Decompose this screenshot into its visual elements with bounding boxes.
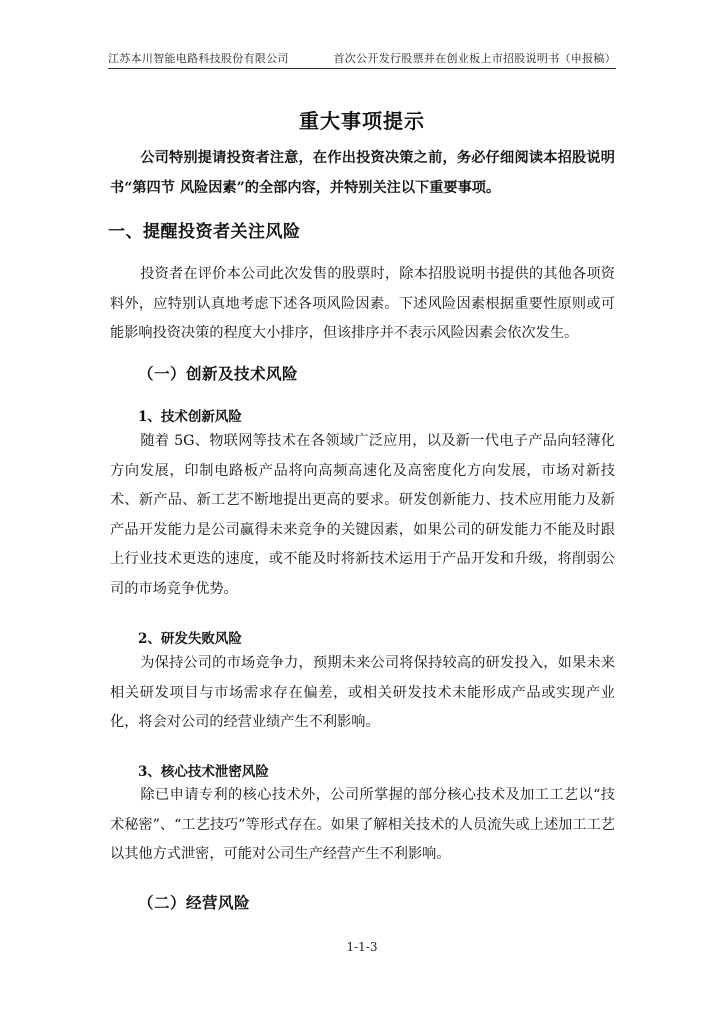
item-text-tech-innovation: 随着 5G、物联网等技术在各领域广泛应用，以及新一代电子产品向轻薄化方向发展，印制电路板产品将向高频高速化及高密度化方向发展，市场对新技术、新产品、新工艺不断地提出更高的要求。研发创新能力、技术应用能力及新产品开发能力是公司赢得未来竞争的关键因素，如果公司的研发能力不能及时跟上行业技术更迭的速度，或不能及时将新技术运用于产品开发和升级，将削弱公司的市场竞争优势。	[110, 433, 615, 597]
section-1-paragraph	[110, 260, 615, 349]
header-company-name: 江苏本川智能电路科技股份有限公司	[108, 52, 289, 65]
item-heading-tech-leak: 3、核心技术泄密风险	[138, 764, 269, 780]
item-paragraph-rd-failure	[110, 649, 615, 738]
item-text-tech-leak: 除已申请专利的核心技术外，公司所掌握的部分核心技术及加工工艺以“技术秘密”、“工艺技巧”等形式存在。如果了解相关技术的人员流失或上述加工工艺以其他方式泄密，可能对公司生产经营产生不利影响。	[110, 787, 615, 862]
section-1-text: 投资者在评价本公司此次发售的股票时，除本招股说明书提供的其他各项资料外，应特别认真地考虑下述各项风险因素。下述风险因素根据重要性原则或可能影响投资决策的程度大小排序，但该排序并不表示风险因素会依次发生。	[110, 266, 615, 341]
intro-text: 公司特别提请投资者注意，在作出投资决策之前，务必仔细阅读本招股说明书“第四节 风险因素”的全部内容，并特别关注以下重要事项。	[110, 150, 615, 196]
item-heading-rd-failure: 2、研发失败风险	[138, 631, 242, 647]
page-title: 重大事项提示	[299, 109, 425, 133]
subsection-heading-innovation-risk: （一）创新及技术风险	[138, 364, 299, 383]
header-document-name: 首次公开发行股票并在创业板上市招股说明书（申报稿）	[333, 52, 616, 65]
section-heading-1: 一、提醒投资者关注风险	[108, 222, 301, 242]
item-heading-tech-innovation: 1、技术创新风险	[138, 409, 242, 425]
item-text-rd-failure: 为保持公司的市场竞争力，预期未来公司将保持较高的研发投入，如果未来相关研发项目与市场需求存在偏差，或相关研发技术未能形成产品或实现产业化，将会对公司的经营业绩产生不利影响。	[110, 655, 615, 730]
item-paragraph-tech-leak	[110, 781, 615, 870]
item-paragraph-tech-innovation	[110, 427, 615, 604]
subsection-heading-operating-risk: （二）经营风险	[138, 893, 251, 912]
page-number: 1-1-3	[346, 940, 378, 954]
page-header	[108, 50, 616, 69]
intro-paragraph	[110, 144, 615, 203]
